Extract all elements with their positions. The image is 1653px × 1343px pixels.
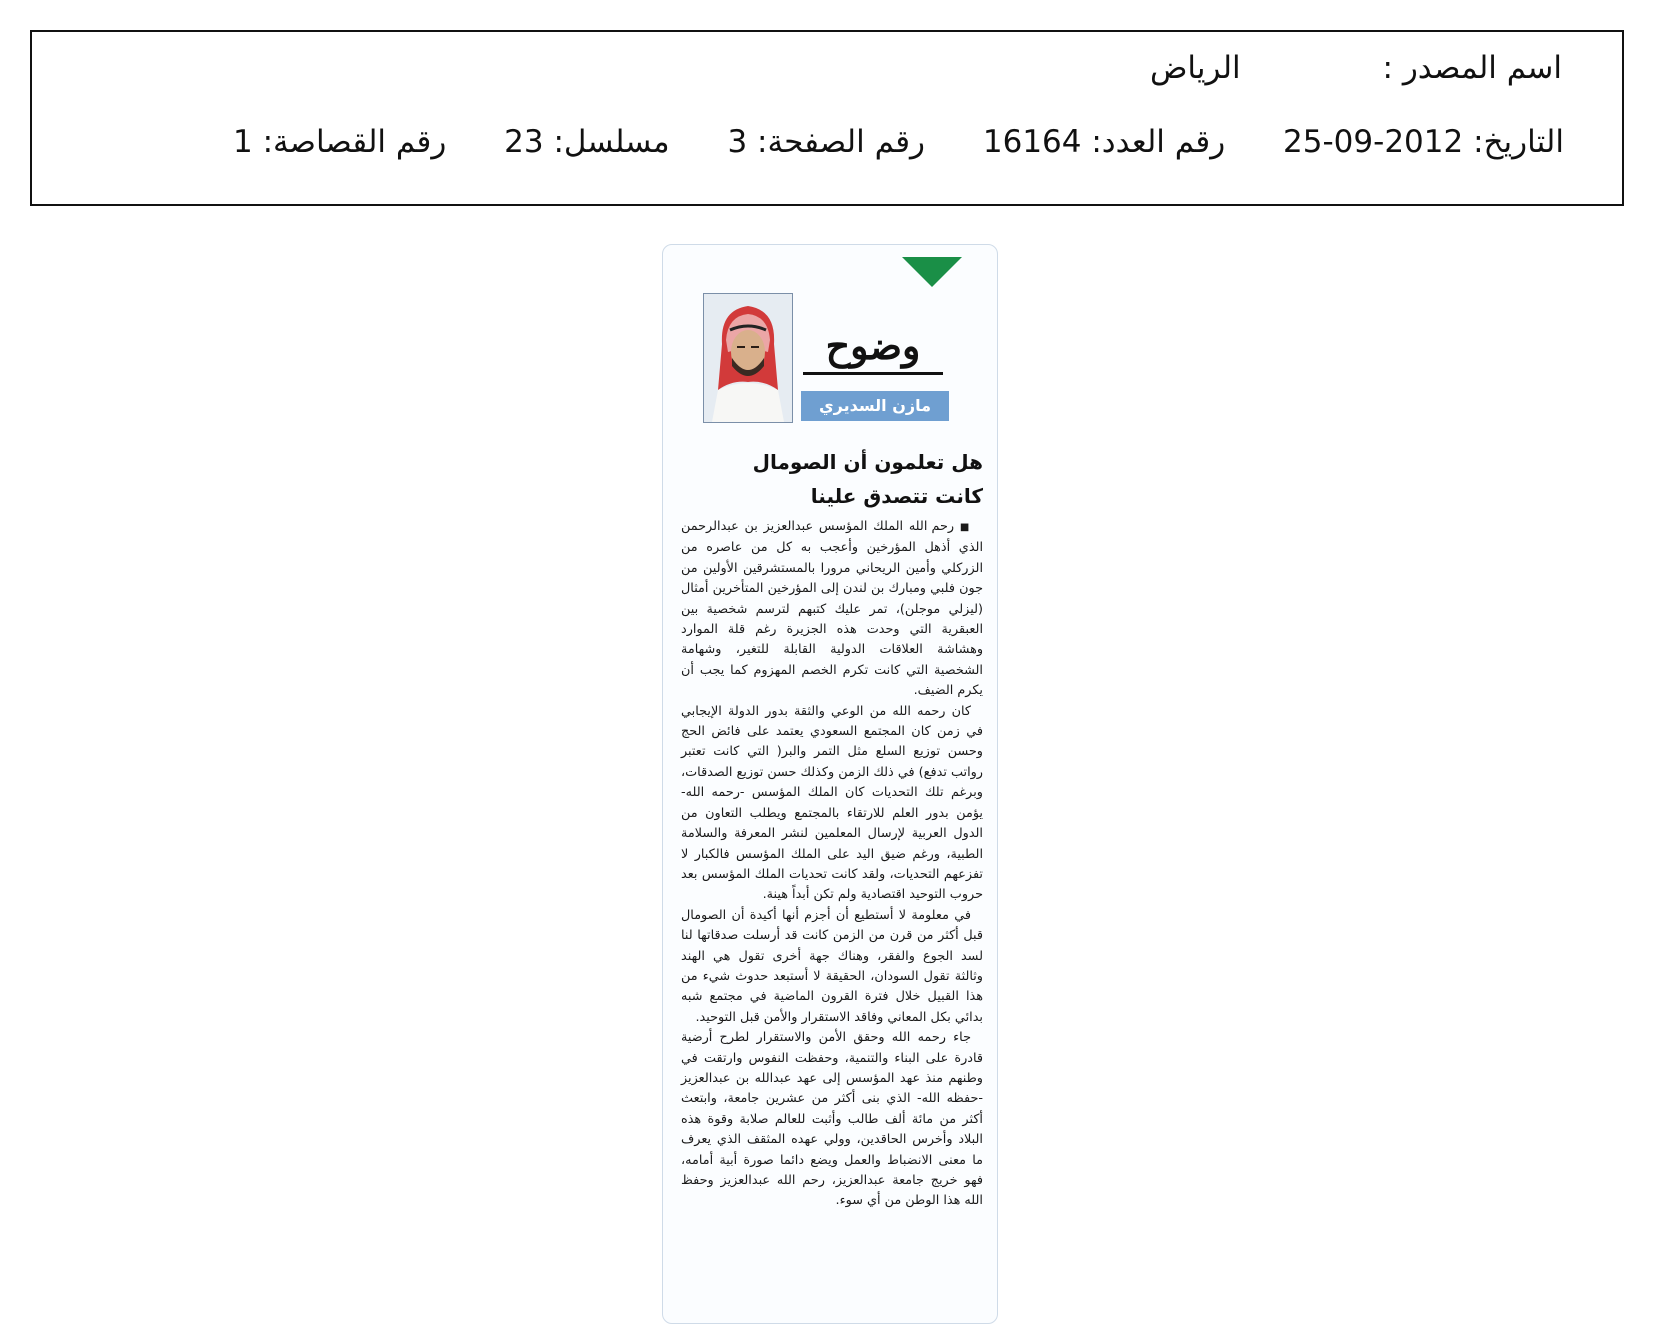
- issue-field: [983, 124, 1225, 160]
- clip-number-value: 1: [232, 124, 253, 160]
- paragraph-2: كان رحمه الله من الوعي والثقة بدور الدولة الإيجابي في زمن كان المجتمع السعودي يعتمد على فائض الحج وحسن توزيع السلع مثل التمر والبر( التي كانت تعتبر رواتب تدفع) في ذلك الزمن وكذلك حسن توزيع الصدقات، وبرغم تلك التحديات كان الملك المؤسس -رحمه الله- يؤمن بدور العلم للارتقاء بالمجتمع ويطلب التعاون من الدول العربية لإرسال المعلمين لنشر المعرفة والسلامة الطبية، ورغم ضيق اليد على الملك المؤسس فالكبار لا تفزعهم التحديات، ولقد كانت تحديات الملك المؤسس بعد حروب التوحيد اقتصادية ولم تكن أبداً هينة.: [681, 703, 983, 903]
- source-metadata-box: [30, 30, 1624, 206]
- serial-label: مسلسل:: [553, 124, 670, 160]
- headline-line-2: كانت تتصدق علينا: [810, 484, 983, 508]
- source-label: اسم المصدر :: [1382, 50, 1562, 86]
- headline-line-1: هل تعلمون أن الصومال: [752, 450, 983, 474]
- source-row: [1150, 50, 1562, 86]
- column-title: وضوح: [803, 323, 943, 375]
- issue-value: 16164: [982, 124, 1082, 160]
- author-portrait-image: [704, 294, 792, 422]
- newspaper-clipping: [662, 244, 998, 1324]
- date-label: التاريخ:: [1473, 124, 1564, 160]
- source-value: الرياض: [1149, 50, 1241, 86]
- date-value: 2012-09-25: [1283, 124, 1464, 160]
- date-field: [1283, 124, 1564, 160]
- publication-info-row: [185, 124, 1564, 160]
- article-body: [681, 517, 983, 1212]
- clip-number-label: رقم القصاصة:: [262, 124, 447, 160]
- clip-number-field: [233, 124, 446, 160]
- page-field: [727, 124, 925, 160]
- paragraph-4: جاء رحمه الله وحقق الأمن والاستقرار لطرح أرضية قادرة على البناء والتنمية، وحفظت النفوس وارتقت في وطنهم منذ عهد المؤسس إلى عهد عبدالله بن عبدالعزيز -حفظه الله- الذي بنى أكثر من عشرين جامعة، وابتعث أكثر من مائة ألف طالب وأثبت للعالم صلابة وقوة هذه البلاد وأخرس الحاقدين، وولي عهده المثقف الذي يعرف ما معنى الانضباط والعمل ويضع دائما صورة أبية أمامه، فهو خريج جامعة عبدالعزيز، رحم الله عبدالعزيز وحفظ الله هذا الوطن من أي سوء.: [681, 1030, 983, 1209]
- author-photo: [703, 293, 793, 423]
- paragraph-1-text: رحم الله الملك المؤسس عبدالعزيز بن عبدالرحمن الذي أذهل المؤرخين وأعجب به كل من عاصره من الزركلي وأمين الريحاني مرورا بالمستشرقين الأولين من جون فلبي ومبارك بن لندن إلى المؤرخين المتأخرين أمثال (ليزلي موجلن)، تمر عليك كتبهم لترسم شخصية بين العبقرية التي وحدت هذه الجزيرة رغم قلة الموارد وهشاشة العلاقات الدولية القابلة للتغير، وشهامة الشخصية التي كانت تكرم الخصم المهزوم كما يجب أن يكرم الضيف.: [681, 519, 983, 699]
- page-value: 3: [727, 124, 748, 160]
- serial-value: 23: [504, 124, 544, 160]
- paragraph-3: في معلومة لا أستطيع أن أجزم أنها أكيدة أن الصومال قبل أكثر من قرن من الزمن كانت قد أرسلت صدقاتها لنا لسد الجوع والفقر، وهناك جهة أخرى تقول هي الهند وثالثة تقول السودان، الحقيقة لا أستبعد حدوث شيء من هذا القبيل خلال فترة القرون الماضية في مجتمع شبه بدائي بكل المعاني وفاقد الاستقرار والأمن قبل التوحيد.: [681, 907, 983, 1025]
- paragraph-1: [681, 517, 983, 702]
- bullet-icon: ■: [959, 522, 971, 533]
- green-triangle-marker: [902, 257, 962, 287]
- issue-label: رقم العدد:: [1091, 124, 1226, 160]
- article-headline: [681, 445, 983, 513]
- serial-field: [504, 124, 669, 160]
- author-name: مازن السديري: [801, 391, 949, 421]
- page-label: رقم الصفحة:: [757, 124, 926, 160]
